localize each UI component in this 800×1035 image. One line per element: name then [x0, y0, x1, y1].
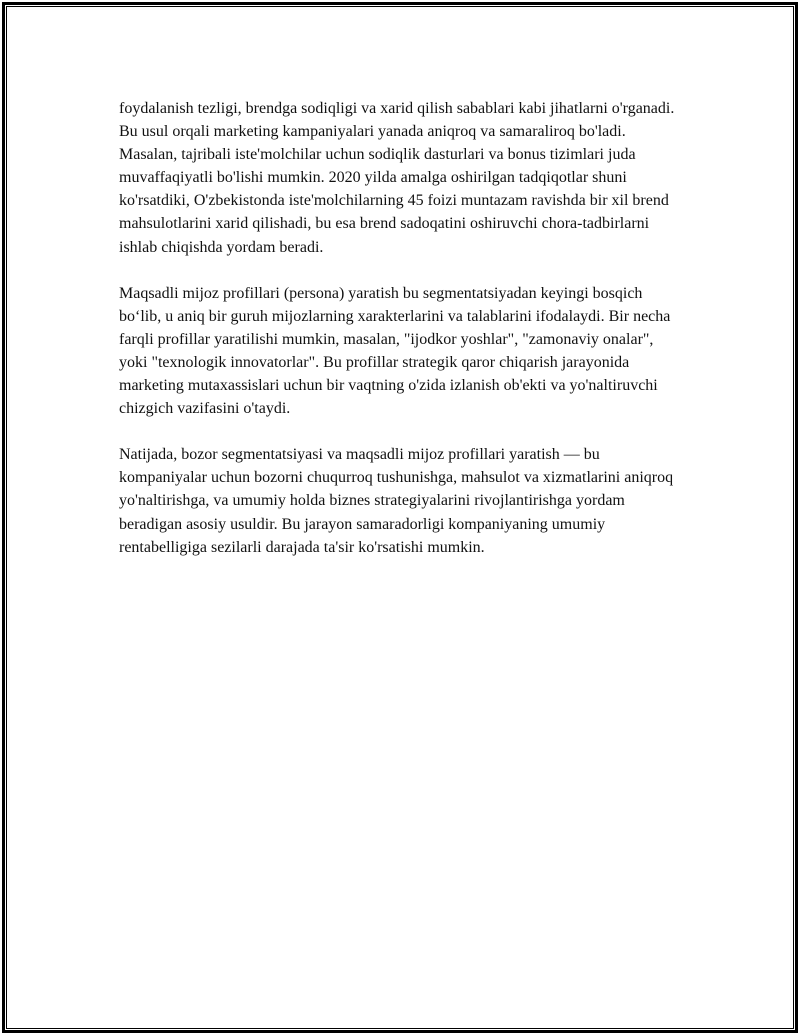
- paragraph-2: Maqsadli mijoz profillari (persona) yaratish bu segmentatsiyadan keyingi bosqich bo‘lib, u aniq bir guruh mijozlarning xarakterlarini va talablarini ifodalaydi. Bir necha farqli profillar yaratilishi mumkin, masalan, "ijodkor yoshlar", "zamonaviy onalar", yoki "texnologik innovatorlar". Bu profillar strategik qaror chiqarish jarayonida marketing mutaxassislari uchun bir vaqtning o'zida izlanish ob'ekti va yo'naltiruvchi chizgich vazifasini o'taydi.: [119, 284, 671, 418]
- paragraph-3: Natijada, bozor segmentatsiyasi va maqsadli mijoz profillari yaratish — bu kompaniyalar uchun bozorni chuqurroq tushunishga, mahsulot va xizmatlarini aniqroq yo'naltirishga, va umumiy holda biznes strategiyalarini rivojlantirishga yordam beradigan asosiy usuldir. Bu jarayon samaradorligi kompaniyaning umumiy rentabelligiga sezilarli darajada ta'sir ko'rsatishi mumkin.: [119, 446, 674, 556]
- paragraph-1: foydalanish tezligi, brendga sodiqligi va xarid qilish sabablari kabi jihatlarni o'rganadi. Bu usul orqali marketing kampaniyalari yanada aniqroq va samaraliroq bo'ladi. Masalan, tajribali iste'molchilar uchun sodiqlik dasturlari va bonus tizimlari juda muvaffaqiyatli bo'lishi mumkin. 2020 yilda amalga oshirilgan tadqiqotlar shuni ko'rsatdiki, O'zbekistonda iste'molchilarning 45 foizi muntazam ravishda bir xil brend mahsulotlarini xarid qilishadi, bu esa brend sadoqatini oshiruvchi chora-tadbirlarni ishlab chiqishda yordam beradi.: [119, 100, 675, 256]
- document-body: [119, 97, 684, 582]
- page-border: [2, 2, 798, 1033]
